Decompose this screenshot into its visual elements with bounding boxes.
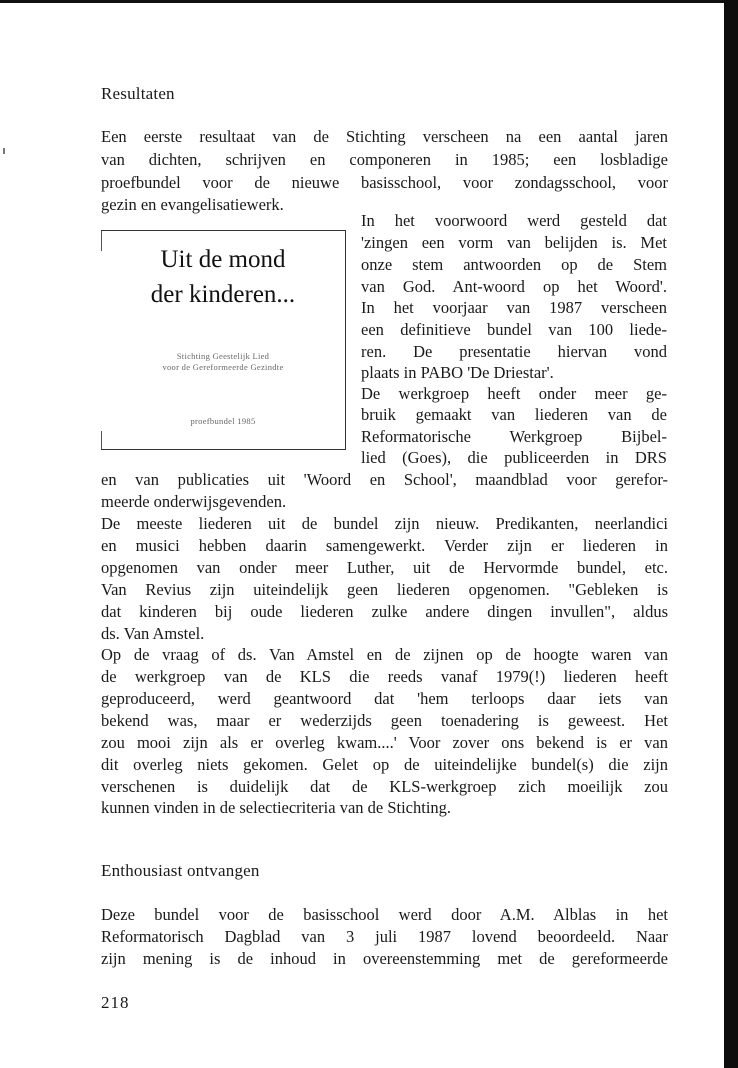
section-heading-enthusiastic: Enthousiast ontvangen bbox=[101, 861, 260, 880]
text-line: Van Revius zijn uiteindelijk geen liederen opgenomen. "Gebleken is bbox=[101, 580, 668, 599]
text-line: Een eerste resultaat van de Stichting verscheen na een aantal jaren bbox=[101, 127, 668, 146]
text-line: verschenen is duidelijk dat de KLS-werkgroep zich moeilijk zou bbox=[101, 777, 668, 796]
cover-subtitle: proefbundel 1985 bbox=[190, 416, 256, 426]
text-line: dit overleg niets gekomen. Gelet op de uiteindelijke bundel(s) die zijn bbox=[101, 755, 668, 774]
text-line: opgenomen van onder meer Luther, uit de Hervormde bundel, etc. bbox=[101, 558, 668, 577]
page-top-edge bbox=[0, 0, 726, 3]
text-line: lied (Goes), die publiceerden in DRS bbox=[361, 448, 667, 467]
text-line: geproduceerd, werd geantwoord dat 'hem terloops daar iets van bbox=[101, 689, 668, 708]
text-line: zou mooi zijn als er overleg kwam....' Voor zover ons bekend is er van bbox=[101, 733, 668, 752]
cover-publisher-line: Stichting Geestelijk Lied bbox=[176, 351, 270, 361]
text-line: proefbundel voor de nieuwe basisschool, voor zondagsschool, voor bbox=[101, 173, 668, 192]
text-line: meerde onderwijsgevenden. bbox=[101, 492, 287, 511]
text-line: In het voorwoord werd gesteld dat bbox=[361, 211, 667, 230]
text-line: ds. Van Amstel. bbox=[101, 624, 205, 643]
text-line: zijn mening is de inhoud in overeenstemming met de gereformeerde bbox=[101, 949, 668, 968]
text-line: bekend was, maar er wederzijds geen toenadering is geweest. Het bbox=[101, 711, 668, 730]
text-line: en van publicaties uit 'Woord en School', maandblad voor gerefor- bbox=[101, 470, 668, 489]
text-line: De meeste liederen uit de bundel zijn nieuw. Predikanten, neerlandici bbox=[101, 514, 668, 533]
cover-publisher-line: voor de Gereformeerde Gezindte bbox=[162, 362, 284, 372]
text-line: plaats in PABO 'De Driestar'. bbox=[361, 363, 554, 382]
text-line: een definitieve bundel van 100 liede- bbox=[361, 320, 667, 339]
text-line: van dichten, schrijven en componeren in 1985; een losbladige bbox=[101, 150, 668, 169]
text-line: van God. Ant-woord op het Woord'. bbox=[361, 277, 667, 296]
text-line: In het voorjaar van 1987 verscheen bbox=[361, 298, 667, 317]
text-line: dat kinderen bij oude liederen zulke andere dingen invullen", aldus bbox=[101, 602, 668, 621]
text-line: 'zingen een vorm van belijden is. Met bbox=[361, 233, 667, 252]
text-line: gezin en evangelisatiewerk. bbox=[101, 195, 284, 214]
scan-speck bbox=[3, 148, 5, 154]
text-line: onze stem antwoorden op de Stem bbox=[361, 255, 667, 274]
figure-border-tick bbox=[101, 431, 102, 449]
cover-title-line: der kinderen... bbox=[150, 281, 296, 308]
text-line: Reformatorische Werkgroep Bijbel- bbox=[361, 427, 667, 446]
page-number: 218 bbox=[101, 993, 130, 1012]
text-line: bruik gemaakt van liederen van de bbox=[361, 405, 667, 424]
cover-title-line: Uit de mond bbox=[160, 246, 286, 273]
songbook-cover-figure bbox=[101, 230, 346, 450]
text-line: en musici hebben daarin samengewerkt. Verder zijn er liederen in bbox=[101, 536, 668, 555]
text-line: Reformatorisch Dagblad van 3 juli 1987 lovend beoordeeld. Naar bbox=[101, 927, 668, 946]
section-heading-results: Resultaten bbox=[101, 84, 175, 103]
text-line: de werkgroep van de KLS die reeds vanaf 1979(!) liederen heeft bbox=[101, 667, 668, 686]
text-line: kunnen vinden in de selectiecriteria van de Stichting. bbox=[101, 798, 452, 817]
text-line: De werkgroep heeft onder meer ge- bbox=[361, 384, 667, 403]
page-right-edge bbox=[724, 0, 738, 1068]
text-line: ren. De presentatie hiervan vond bbox=[361, 342, 667, 361]
text-line: Deze bundel voor de basisschool werd door A.M. Alblas in het bbox=[101, 905, 668, 924]
text-line: Op de vraag of ds. Van Amstel en de zijnen op de hoogte waren van bbox=[101, 645, 668, 664]
